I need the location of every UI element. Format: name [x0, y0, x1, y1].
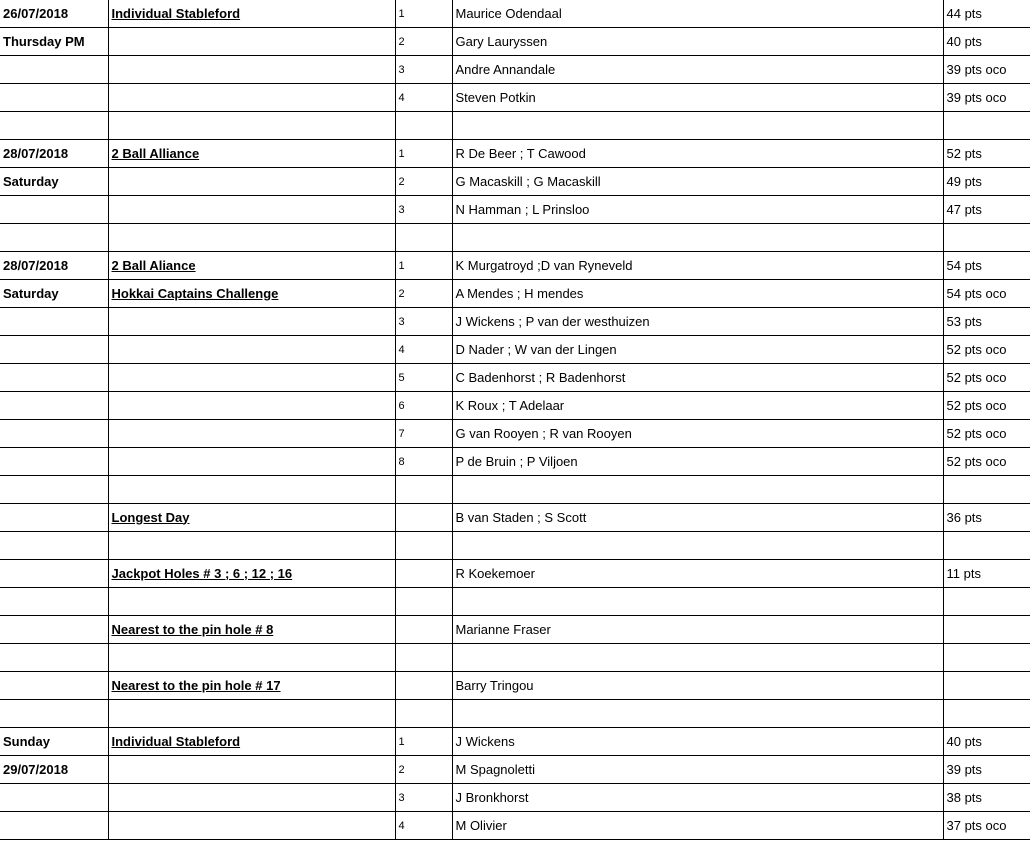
- date-cell: [0, 700, 108, 728]
- position-cell: [395, 588, 452, 616]
- player-cell: K Roux ; T Adelaar: [452, 392, 943, 420]
- table-row: [0, 532, 1030, 560]
- event-cell: [108, 336, 395, 364]
- player-cell: G Macaskill ; G Macaskill: [452, 168, 943, 196]
- event-cell: [108, 448, 395, 476]
- player-cell: [452, 532, 943, 560]
- position-cell: 3: [395, 56, 452, 84]
- event-cell: Individual Stableford: [108, 728, 395, 756]
- points-cell: 52 pts: [943, 140, 1030, 168]
- player-cell: C Badenhorst ; R Badenhorst: [452, 364, 943, 392]
- position-cell: 7: [395, 420, 452, 448]
- table-row: [0, 588, 1030, 616]
- position-cell: 3: [395, 196, 452, 224]
- table-row: [0, 112, 1030, 140]
- points-cell: 53 pts: [943, 308, 1030, 336]
- points-cell: 40 pts: [943, 728, 1030, 756]
- date-cell: [0, 364, 108, 392]
- position-cell: [395, 476, 452, 504]
- player-cell: [452, 476, 943, 504]
- position-cell: 2: [395, 756, 452, 784]
- points-cell: 39 pts oco: [943, 84, 1030, 112]
- position-cell: [395, 616, 452, 644]
- table-row: [0, 756, 1030, 784]
- date-cell: Saturday: [0, 168, 108, 196]
- date-cell: [0, 672, 108, 700]
- date-cell: [0, 84, 108, 112]
- event-cell: [108, 812, 395, 840]
- table-row: [0, 28, 1030, 56]
- event-cell: [108, 532, 395, 560]
- position-cell: 2: [395, 168, 452, 196]
- date-cell: [0, 784, 108, 812]
- date-cell: Saturday: [0, 280, 108, 308]
- points-cell: 47 pts: [943, 196, 1030, 224]
- position-cell: [395, 560, 452, 588]
- event-cell: 2 Ball Aliance: [108, 252, 395, 280]
- table-row: [0, 616, 1030, 644]
- date-cell: [0, 616, 108, 644]
- position-cell: [395, 504, 452, 532]
- points-cell: [943, 700, 1030, 728]
- points-cell: 11 pts: [943, 560, 1030, 588]
- points-cell: [943, 588, 1030, 616]
- table-row: [0, 168, 1030, 196]
- position-cell: 4: [395, 812, 452, 840]
- event-cell: [108, 168, 395, 196]
- date-cell: [0, 812, 108, 840]
- date-cell: Sunday: [0, 728, 108, 756]
- table-row: [0, 420, 1030, 448]
- points-cell: [943, 644, 1030, 672]
- event-cell: [108, 392, 395, 420]
- table-row: [0, 672, 1030, 700]
- points-cell: [943, 224, 1030, 252]
- player-cell: J Wickens ; P van der westhuizen: [452, 308, 943, 336]
- player-cell: [452, 644, 943, 672]
- player-cell: [452, 224, 943, 252]
- table-row: [0, 364, 1030, 392]
- player-cell: M Olivier: [452, 812, 943, 840]
- event-cell: [108, 588, 395, 616]
- position-cell: 4: [395, 84, 452, 112]
- table-row: [0, 140, 1030, 168]
- player-cell: P de Bruin ; P Viljoen: [452, 448, 943, 476]
- player-cell: Marianne Fraser: [452, 616, 943, 644]
- points-cell: 52 pts oco: [943, 420, 1030, 448]
- player-cell: G van Rooyen ; R van Rooyen: [452, 420, 943, 448]
- points-cell: [943, 532, 1030, 560]
- table-row: [0, 560, 1030, 588]
- player-cell: Andre Annandale: [452, 56, 943, 84]
- points-cell: 36 pts: [943, 504, 1030, 532]
- position-cell: [395, 644, 452, 672]
- player-cell: [452, 112, 943, 140]
- position-cell: 1: [395, 728, 452, 756]
- table-row: [0, 196, 1030, 224]
- event-cell: Hokkai Captains Challenge: [108, 280, 395, 308]
- position-cell: 1: [395, 140, 452, 168]
- table-row: [0, 280, 1030, 308]
- event-cell: 2 Ball Alliance: [108, 140, 395, 168]
- position-cell: 8: [395, 448, 452, 476]
- table-row: [0, 0, 1030, 28]
- event-cell: [108, 224, 395, 252]
- player-cell: Barry Tringou: [452, 672, 943, 700]
- event-cell: [108, 364, 395, 392]
- table-row: [0, 252, 1030, 280]
- date-cell: [0, 504, 108, 532]
- player-cell: [452, 588, 943, 616]
- event-cell: [108, 196, 395, 224]
- date-cell: [0, 448, 108, 476]
- player-cell: R Koekemoer: [452, 560, 943, 588]
- table-row: [0, 812, 1030, 840]
- date-cell: [0, 196, 108, 224]
- table-row: [0, 84, 1030, 112]
- player-cell: M Spagnoletti: [452, 756, 943, 784]
- table-row: [0, 728, 1030, 756]
- position-cell: 1: [395, 252, 452, 280]
- points-cell: 44 pts: [943, 0, 1030, 28]
- date-cell: [0, 112, 108, 140]
- event-cell: [108, 784, 395, 812]
- position-cell: [395, 532, 452, 560]
- event-cell: [108, 84, 395, 112]
- table-row: [0, 644, 1030, 672]
- points-cell: 39 pts oco: [943, 56, 1030, 84]
- event-cell: [108, 700, 395, 728]
- table-row: [0, 224, 1030, 252]
- date-cell: [0, 532, 108, 560]
- table-row: [0, 336, 1030, 364]
- table-row: [0, 308, 1030, 336]
- player-cell: B van Staden ; S Scott: [452, 504, 943, 532]
- player-cell: Steven Potkin: [452, 84, 943, 112]
- position-cell: [395, 112, 452, 140]
- points-cell: 54 pts: [943, 252, 1030, 280]
- date-cell: [0, 308, 108, 336]
- event-cell: [108, 56, 395, 84]
- position-cell: 5: [395, 364, 452, 392]
- date-cell: [0, 56, 108, 84]
- date-cell: [0, 588, 108, 616]
- event-cell: Longest Day: [108, 504, 395, 532]
- date-cell: [0, 392, 108, 420]
- event-cell: [108, 28, 395, 56]
- player-cell: R De Beer ; T Cawood: [452, 140, 943, 168]
- player-cell: N Hamman ; L Prinsloo: [452, 196, 943, 224]
- date-cell: Thursday PM: [0, 28, 108, 56]
- table-row: [0, 784, 1030, 812]
- table-row: [0, 504, 1030, 532]
- points-cell: 40 pts: [943, 28, 1030, 56]
- event-cell: [108, 112, 395, 140]
- date-cell: 29/07/2018: [0, 756, 108, 784]
- date-cell: 26/07/2018: [0, 0, 108, 28]
- date-cell: 28/07/2018: [0, 252, 108, 280]
- date-cell: [0, 476, 108, 504]
- event-cell: [108, 420, 395, 448]
- date-cell: [0, 420, 108, 448]
- position-cell: 4: [395, 336, 452, 364]
- points-cell: 52 pts oco: [943, 364, 1030, 392]
- player-cell: [452, 700, 943, 728]
- player-cell: J Bronkhorst: [452, 784, 943, 812]
- table-row: [0, 476, 1030, 504]
- points-cell: 54 pts oco: [943, 280, 1030, 308]
- player-cell: J Wickens: [452, 728, 943, 756]
- event-cell: Nearest to the pin hole # 17: [108, 672, 395, 700]
- position-cell: [395, 224, 452, 252]
- points-cell: 52 pts oco: [943, 448, 1030, 476]
- position-cell: 6: [395, 392, 452, 420]
- position-cell: 1: [395, 0, 452, 28]
- date-cell: [0, 336, 108, 364]
- points-cell: [943, 476, 1030, 504]
- table-row: [0, 56, 1030, 84]
- points-cell: 37 pts oco: [943, 812, 1030, 840]
- points-cell: 39 pts: [943, 756, 1030, 784]
- position-cell: [395, 700, 452, 728]
- date-cell: [0, 224, 108, 252]
- position-cell: 2: [395, 280, 452, 308]
- position-cell: 3: [395, 308, 452, 336]
- player-cell: Gary Lauryssen: [452, 28, 943, 56]
- date-cell: [0, 644, 108, 672]
- event-cell: [108, 308, 395, 336]
- event-cell: Nearest to the pin hole # 8: [108, 616, 395, 644]
- table-row: [0, 448, 1030, 476]
- position-cell: [395, 672, 452, 700]
- player-cell: K Murgatroyd ;D van Ryneveld: [452, 252, 943, 280]
- event-cell: [108, 756, 395, 784]
- player-cell: A Mendes ; H mendes: [452, 280, 943, 308]
- event-cell: Jackpot Holes # 3 ; 6 ; 12 ; 16: [108, 560, 395, 588]
- player-cell: Maurice Odendaal: [452, 0, 943, 28]
- table-row: [0, 700, 1030, 728]
- date-cell: [0, 560, 108, 588]
- points-cell: 49 pts: [943, 168, 1030, 196]
- points-cell: 38 pts: [943, 784, 1030, 812]
- position-cell: 3: [395, 784, 452, 812]
- points-cell: [943, 672, 1030, 700]
- points-cell: 52 pts oco: [943, 336, 1030, 364]
- date-cell: 28/07/2018: [0, 140, 108, 168]
- table-row: [0, 392, 1030, 420]
- points-cell: [943, 616, 1030, 644]
- player-cell: D Nader ; W van der Lingen: [452, 336, 943, 364]
- event-cell: Individual Stableford: [108, 0, 395, 28]
- event-cell: [108, 476, 395, 504]
- points-cell: [943, 112, 1030, 140]
- points-cell: 52 pts oco: [943, 392, 1030, 420]
- event-cell: [108, 644, 395, 672]
- position-cell: 2: [395, 28, 452, 56]
